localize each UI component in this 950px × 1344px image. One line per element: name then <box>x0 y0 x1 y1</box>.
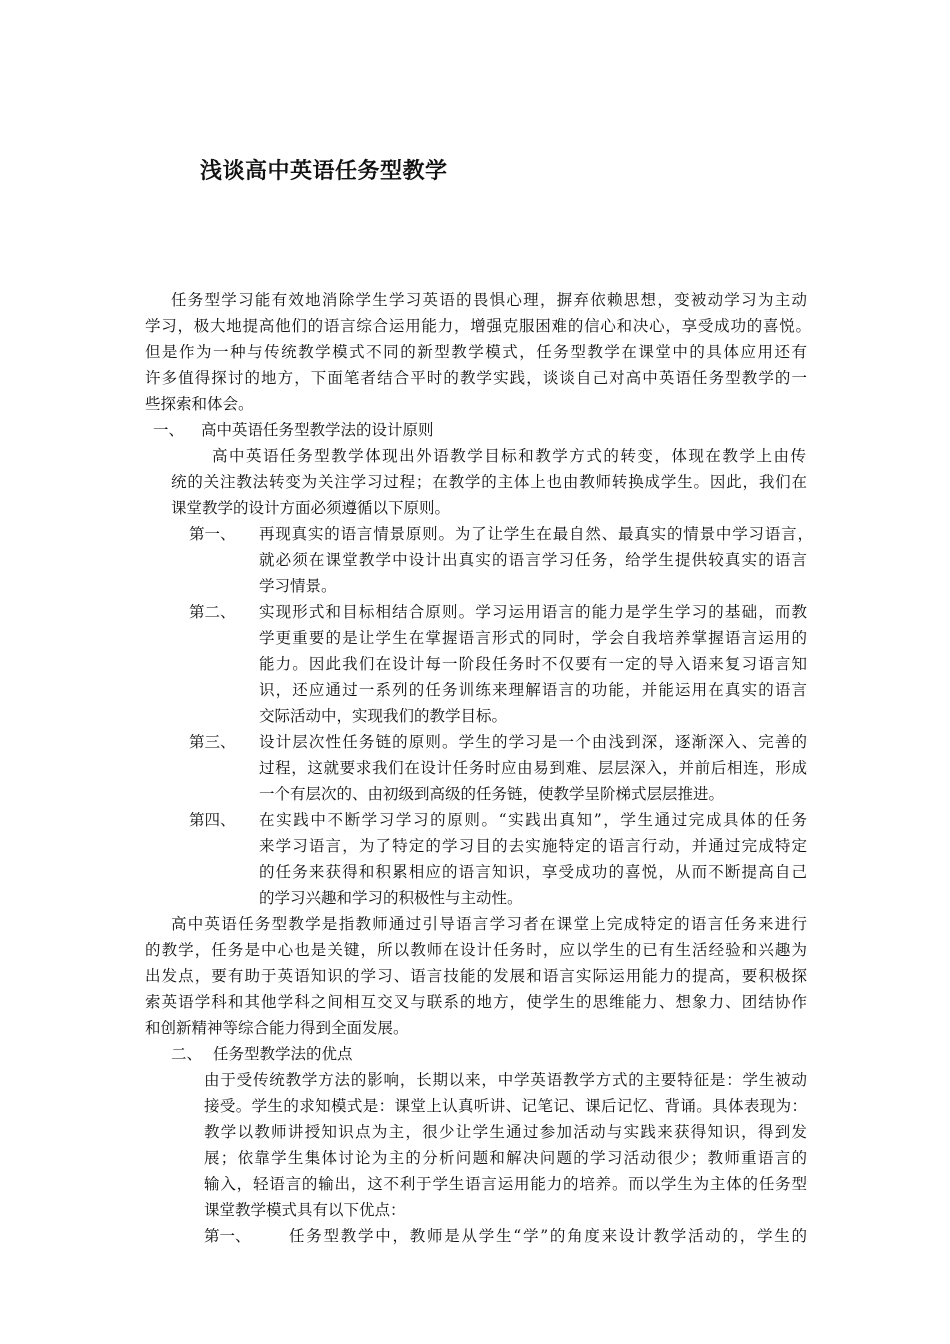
section1-number: 一、 <box>153 421 185 439</box>
principle-label: 第一、 <box>189 525 236 543</box>
principle-line: 一个有层次的、由初级到高级的任务链，使教学呈阶梯式层层推进。 <box>259 785 725 803</box>
principle-line: 学习情景。 <box>259 577 337 595</box>
principle-line: 就必须在课堂教学中设计出真实的语言学习任务，给学生提供较真实的语言 <box>259 551 807 569</box>
principle-line: 的学习兴趣和学习的积极性与主动性。 <box>259 889 523 907</box>
principle-line: 实现形式和目标相结合原则。学习运用语言的能力是学生学习的基础，而教 <box>259 603 807 621</box>
summary-line: 的教学，任务是中心也是关键，所以教师在设计任务时，应以学生的已有生活经验和兴趣为 <box>145 941 807 959</box>
principle-label: 第三、 <box>189 733 236 751</box>
section2-para-line: 教学以教师讲授知识点为主，很少让学生通过参加活动与实践来获得知识，得到发 <box>204 1123 807 1141</box>
intro-line: 些探索和体会。 <box>145 395 254 413</box>
principle-line: 的任务来获得和积累相应的语言知识，享受成功的喜悦，从而不断提高自己 <box>259 863 807 881</box>
summary-line: 高中英语任务型教学是指教师通过引导语言学习者在课堂上完成特定的语言任务来进行 <box>171 915 807 933</box>
section2-heading: 任务型教学法的优点 <box>213 1045 353 1063</box>
section1-para-line: 课堂教学的设计方面必须遵循以下原则。 <box>171 499 451 517</box>
intro-line: 但是作为一种与传统教学模式不同的新型教学模式，任务型教学在课堂中的具体应用还有 <box>145 343 807 361</box>
section2-para-line: 展；依靠学生集体讨论为主的分析问题和解决问题的学习活动很少；教师重语言的 <box>204 1149 807 1167</box>
section2-para-line: 接受。学生的求知模式是：课堂上认真听讲、记笔记、课后记忆、背诵。具体表现为： <box>204 1097 807 1115</box>
principle-line: 识，还应通过一系列的任务训练来理解语言的功能，并能运用在真实的语言 <box>259 681 807 699</box>
section1-para-line: 统的关注教法转变为关注学习过程；在教学的主体上也由教师转换成学生。因此，我们在 <box>171 473 807 491</box>
summary-line: 出发点，要有助于英语知识的学习、语言技能的发展和语言实际运用能力的提高，要积极探 <box>145 967 807 985</box>
principle-line: 过程，这就要求我们在设计任务时应由易到难、层层深入，并前后相连，形成 <box>259 759 807 777</box>
principle-line: 来学习语言，为了特定的学习目的去实施特定的语言行动，并通过完成特定 <box>259 837 807 855</box>
principle-label: 第四、 <box>189 811 236 829</box>
principle-line: 能力。因此我们在设计每一阶段任务时不仅要有一定的导入语来复习语言知 <box>259 655 807 673</box>
principle-line: 在实践中不断学习学习的原则。“实践出真知”，学生通过完成具体的任务 <box>259 811 807 829</box>
intro-line: 任务型学习能有效地消除学生学习英语的畏惧心理，摒弃依赖思想，变被动学习为主动 <box>171 291 807 309</box>
principle-label: 第二、 <box>189 603 236 621</box>
principle-line: 设计层次性任务链的原则。学生的学习是一个由浅到深，逐渐深入、完善的 <box>259 733 807 751</box>
principle-line: 再现真实的语言情景原则。为了让学生在最自然、最真实的情景中学习语言， <box>259 525 813 543</box>
principle-line: 学更重要的是让学生在掌握语言形式的同时，学会自我培养掌握语言运用的 <box>259 629 807 647</box>
section2-para-line: 输入，轻语言的输出，这不利于学生语言运用能力的培养。而以学生为主体的任务型 <box>204 1175 807 1193</box>
summary-line: 索英语学科和其他学科之间相互交叉与联系的地方，使学生的思维能力、想象力、团结协作 <box>145 993 807 1011</box>
section2-para-line: 由于受传统教学方法的影响，长期以来，中学英语教学方式的主要特征是：学生被动 <box>204 1071 807 1089</box>
section2-para-line: 课堂教学模式具有以下优点： <box>204 1201 406 1219</box>
advantage-label: 第一、 <box>204 1227 251 1245</box>
section1-para-line: 高中英语任务型教学体现出外语教学目标和教学方式的转变，体现在教学上由传 <box>212 447 806 465</box>
section1-heading: 高中英语任务型教学法的设计原则 <box>201 421 434 439</box>
advantage-line: 任务型教学中，教师是从学生“学”的角度来设计教学活动的，学生的 <box>289 1227 807 1245</box>
document-title: 浅谈高中英语任务型教学 <box>200 159 448 184</box>
summary-line: 和创新精神等综合能力得到全面发展。 <box>145 1019 409 1037</box>
intro-line: 许多值得探讨的地方，下面笔者结合平时的教学实践，谈谈自己对高中英语任务型教学的一 <box>145 369 807 387</box>
principle-line: 交际活动中，实现我们的教学目标。 <box>259 707 508 725</box>
intro-line: 学习，极大地提高他们的语言综合运用能力，增强克服困难的信心和决心，享受成功的喜悦。 <box>145 317 811 335</box>
section2-number: 二、 <box>171 1045 203 1063</box>
